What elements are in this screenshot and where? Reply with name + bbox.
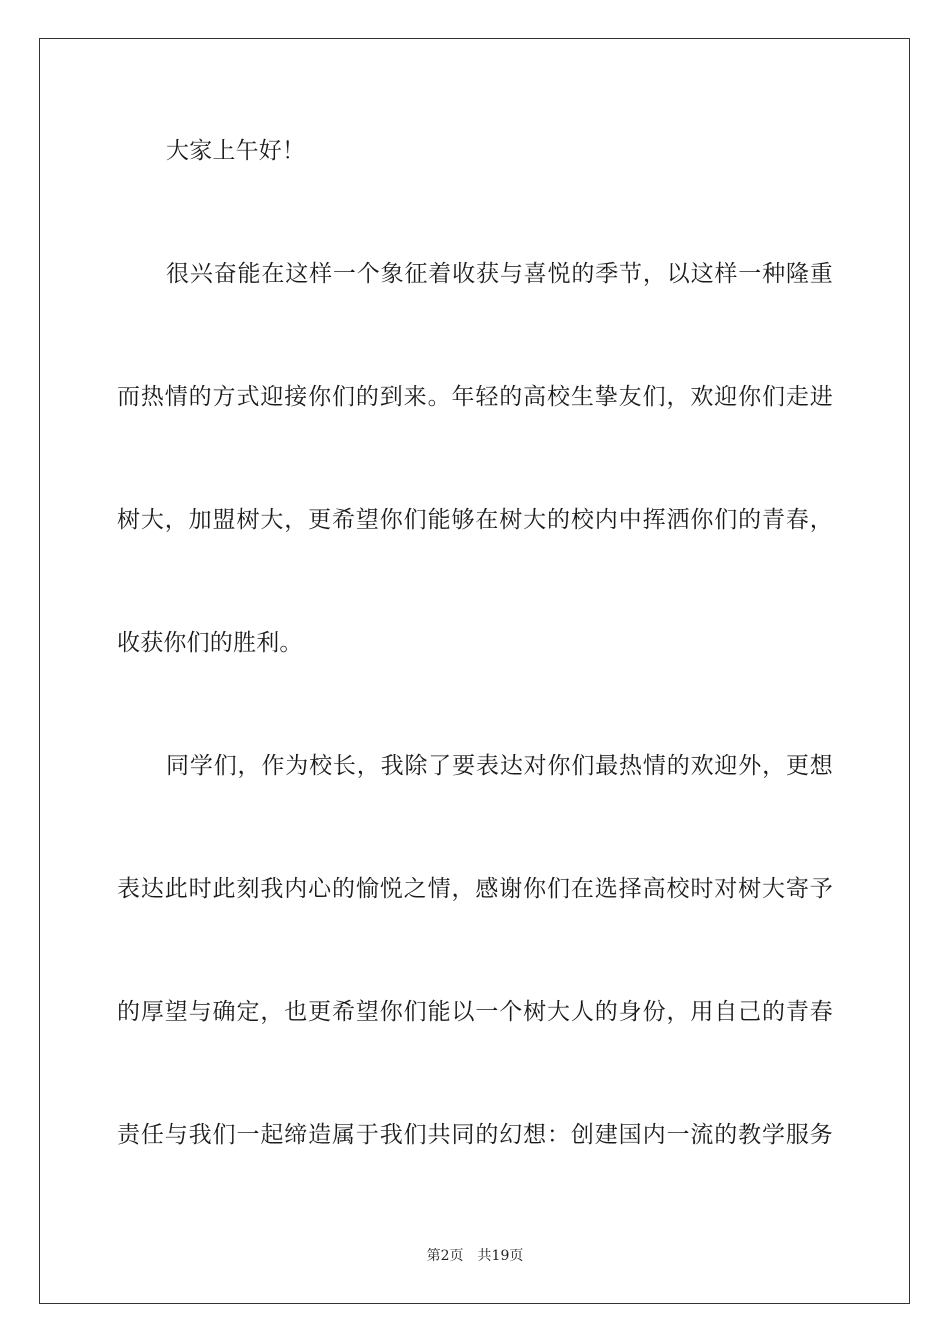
page-total: 共19页 [477, 1248, 524, 1264]
body-text-line: 树大，加盟树大，更希望你们能够在树大的校内中挥洒你们的青春， [117, 507, 833, 533]
greeting-line: 大家上午好！ [166, 138, 306, 164]
body-text-line: 同学们，作为校长，我除了要表达对你们最热情的欢迎外，更想 [166, 753, 833, 779]
body-text-line: 收获你们的胜利。 [117, 630, 303, 656]
body-text-line: 表达此时此刻我内心的愉悦之情，感谢你们在选择高校时对树大寄予 [117, 876, 833, 902]
body-text-line: 而热情的方式迎接你们的到来。年轻的高校生挚友们，欢迎你们走进 [117, 384, 833, 410]
body-text-line: 的厚望与确定，也更希望你们能以一个树大人的身份，用自己的青春 [117, 999, 833, 1025]
body-text-line: 责任与我们一起缔造属于我们共同的幻想：创建国内一流的教学服务 [117, 1122, 833, 1148]
page-border [39, 38, 910, 1304]
page-footer [0, 1246, 950, 1266]
body-text-line: 很兴奋能在这样一个象征着收获与喜悦的季节，以这样一种隆重 [166, 261, 833, 287]
page-number: 第2页 [426, 1248, 464, 1264]
